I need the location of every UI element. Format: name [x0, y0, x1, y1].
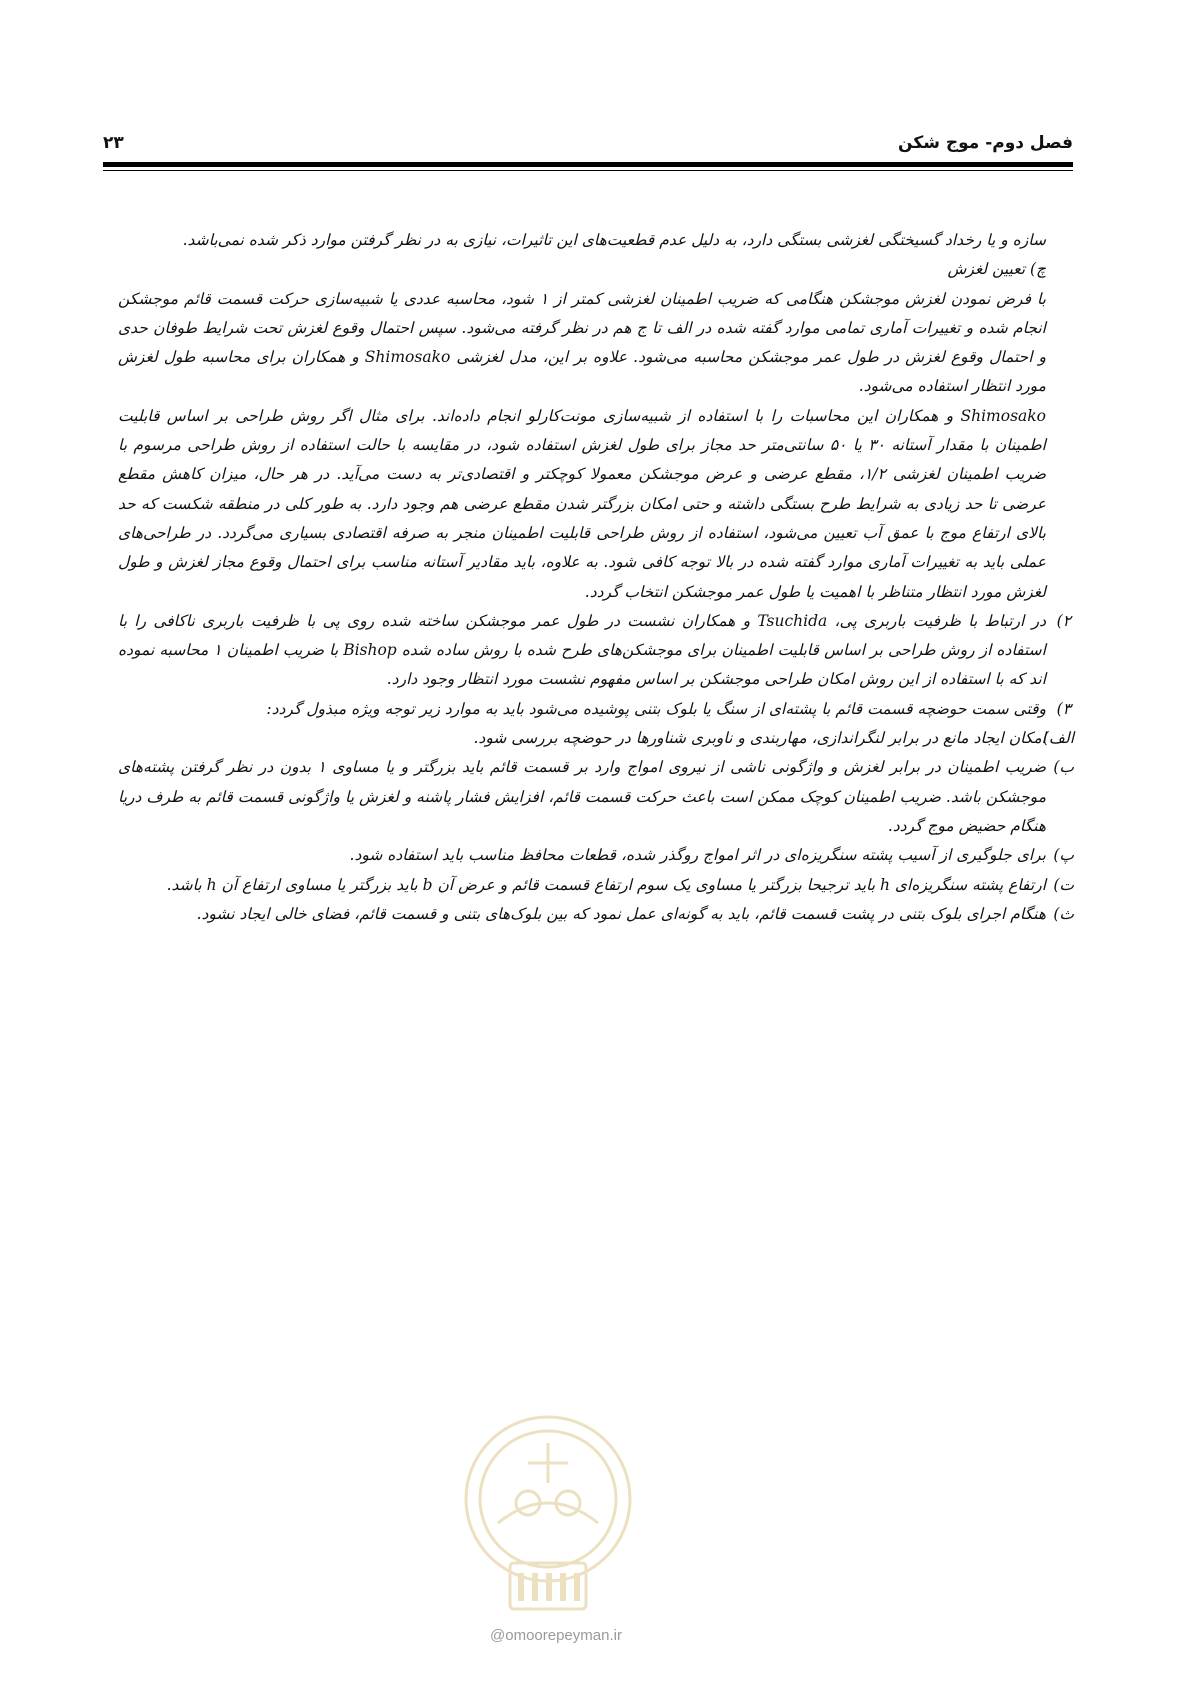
sub-item-text: ارتفاع پشته سنگریزه‌ای h باید ترجیحا بزرگتر یا مساوی یک سوم ارتفاع قسمت قائم و عرض آن b باید بزرگتر یا مساوی ارتفاع آن h باشد. — [166, 875, 1046, 894]
chapter-title: فصل دوم- موج شکن — [898, 133, 1073, 153]
numbered-item — [118, 607, 1071, 695]
header-rule-thick — [103, 162, 1073, 167]
item-text: در ارتباط با ظرفیت باربری پی، Tsuchida و همکاران نشست در طول عمر موجشکن ساخته شده روی پی با ظرفیت باربری ناکافی را با استفاده از روش طراحی بر اساس قابلیت اطمینان برای موجشکن‌های طرح شده با روش ساده شده Bishop با ضریب اطمینان ۱ محاسبه نموده اند که با استفاده از این روش امکان طراحی موجشکن بر اساس مفهوم نشست مورد انتظار وجود دارد. — [118, 611, 1047, 689]
sub-item-label: ث) — [1053, 904, 1074, 923]
item-text: وقتی سمت حوضچه قسمت قائم با پشته‌ای از سنگ یا بلوک بتنی پوشیده می‌شود باید به موارد زیر توجه ویژه مبذول گردد: — [266, 699, 1046, 718]
page-number: ۲۳ — [103, 133, 124, 153]
sub-item-text: هنگام اجرای بلوک بتنی در پشت قسمت قائم، باید به گونه‌ای عمل نمود که بین بلوک‌های بتنی و قسمت قائم، فضای خالی ایجاد نشود. — [196, 904, 1046, 923]
item-number: ۲) — [1056, 611, 1071, 630]
watermark-url: @omoorepeyman.ir — [490, 1627, 622, 1644]
paragraph: سازه و یا رخداد گسیختگی لغزشی بستگی دارد، به دلیل عدم قطعیت‌های این تاثیرات، نیازی به در نظر گرفتن موارد ذکر شده نمی‌باشد. — [182, 231, 1046, 249]
watermark-logo — [458, 1403, 638, 1615]
sub-item-text: امکان ایجاد مانع در برابر لنگراندازی، مهاربندی و ناوبری شناورها در حوضچه بررسی شود. — [473, 729, 1046, 748]
item-number: ۳) — [1056, 699, 1071, 718]
sub-item-label: ب) — [1053, 758, 1074, 777]
page-header — [103, 133, 1073, 161]
sub-item — [118, 753, 1074, 841]
paragraph: با فرض نمودن لغزش موجشکن هنگامی که ضریب اطمینان لغزشی کمتر از ۱ شود، محاسبه عددی یا شبیه‌سازی حرکت قسمت قائم موجشکن انجام شده و تغییرات آماری تمامی موارد گفته شده در الف تا ج هم در نظر گرفته می‌شود. سپس احتمال وقوع لغزش تحت شرایط طوفان حدی و احتمال وقوع لغزش در طول عمر موجشکن محاسبه می‌شود. علاوه بر این، مدل لغزشی Shimosako و همکاران برای محاسبه طول لغزش مورد انتظار استفاده می‌شود. — [118, 289, 1047, 396]
sub-item — [118, 900, 1074, 929]
section-heading: چ) تعیین لغزش — [947, 260, 1046, 279]
sub-item — [118, 724, 1074, 753]
numbered-item — [118, 695, 1071, 724]
header-rule-thin — [103, 170, 1073, 171]
sub-item-text: ضریب اطمینان در برابر لغزش و واژگونی ناشی از نیروی امواج وارد بر قسمت قائم باید بزرگتر و یا مساوی ۱ بدون در نظر گرفتن پشته‌های موجشکن باشد. ضریب اطمینان کوچک ممکن است باعث حرکت قسمت قائم، افزایش فشار پاشنه و لغزش یا واژگونی قسمت قائم به طرف دریا هنگام حضیض موج گردد. — [118, 758, 1046, 835]
body-text — [118, 226, 1074, 929]
sub-item-label: پ) — [1053, 846, 1074, 865]
sub-item — [118, 871, 1074, 900]
paragraph: Shimosako و همکاران این محاسبات را با استفاده از شبیه‌سازی مونت‌کارلو انجام داده‌اند. برای مثال اگر روش طراحی بر اساس قابلیت اطمینان با مقدار آستانه ۳۰ یا ۵۰ سانتی‌متر حد مجاز برای طول لغزش استفاده شود، در مقایسه با حالت استفاده از روش طراحی مرسوم با ضریب اطمینان لغزشی ۱/۲، مقطع عرضی و عرض موجشکن معمولا کوچکتر و اقتصادی‌تر به دست می‌آید. در هر حال، میزان کاهش مقطع عرضی تا حد زیادی به شرایط طرح بستگی داشته و حتی امکان بزرگتر شدن مقطع عرضی هم وجود دارد. به طور کلی در منطقه شکست که حد بالای ارتفاع موج با عمق آب تعیین می‌شود، استفاده از روش طراحی قابلیت اطمینان منجر به صرفه اقتصادی بسیاری می‌گردد. در طراحی‌های عملی باید به تغییرات آماری موارد گفته شده در بالا توجه کافی شود. به علاوه، باید مقادیر آستانه مناسب برای احتمال وقوع مجاز لغزش و طول لغزش مورد انتظار متناظر با اهمیت یا طول عمر موجشکن انتخاب گردد. — [118, 406, 1046, 601]
sub-item-text: برای جلوگیری از آسیب پشته سنگریزه‌ای در اثر امواج روگذر شده، قطعات محافظ مناسب باید استفاده شود. — [349, 846, 1046, 865]
sub-item-label: ت) — [1053, 875, 1074, 894]
sub-item — [118, 841, 1074, 870]
sub-item-label: الف) — [1042, 729, 1074, 748]
